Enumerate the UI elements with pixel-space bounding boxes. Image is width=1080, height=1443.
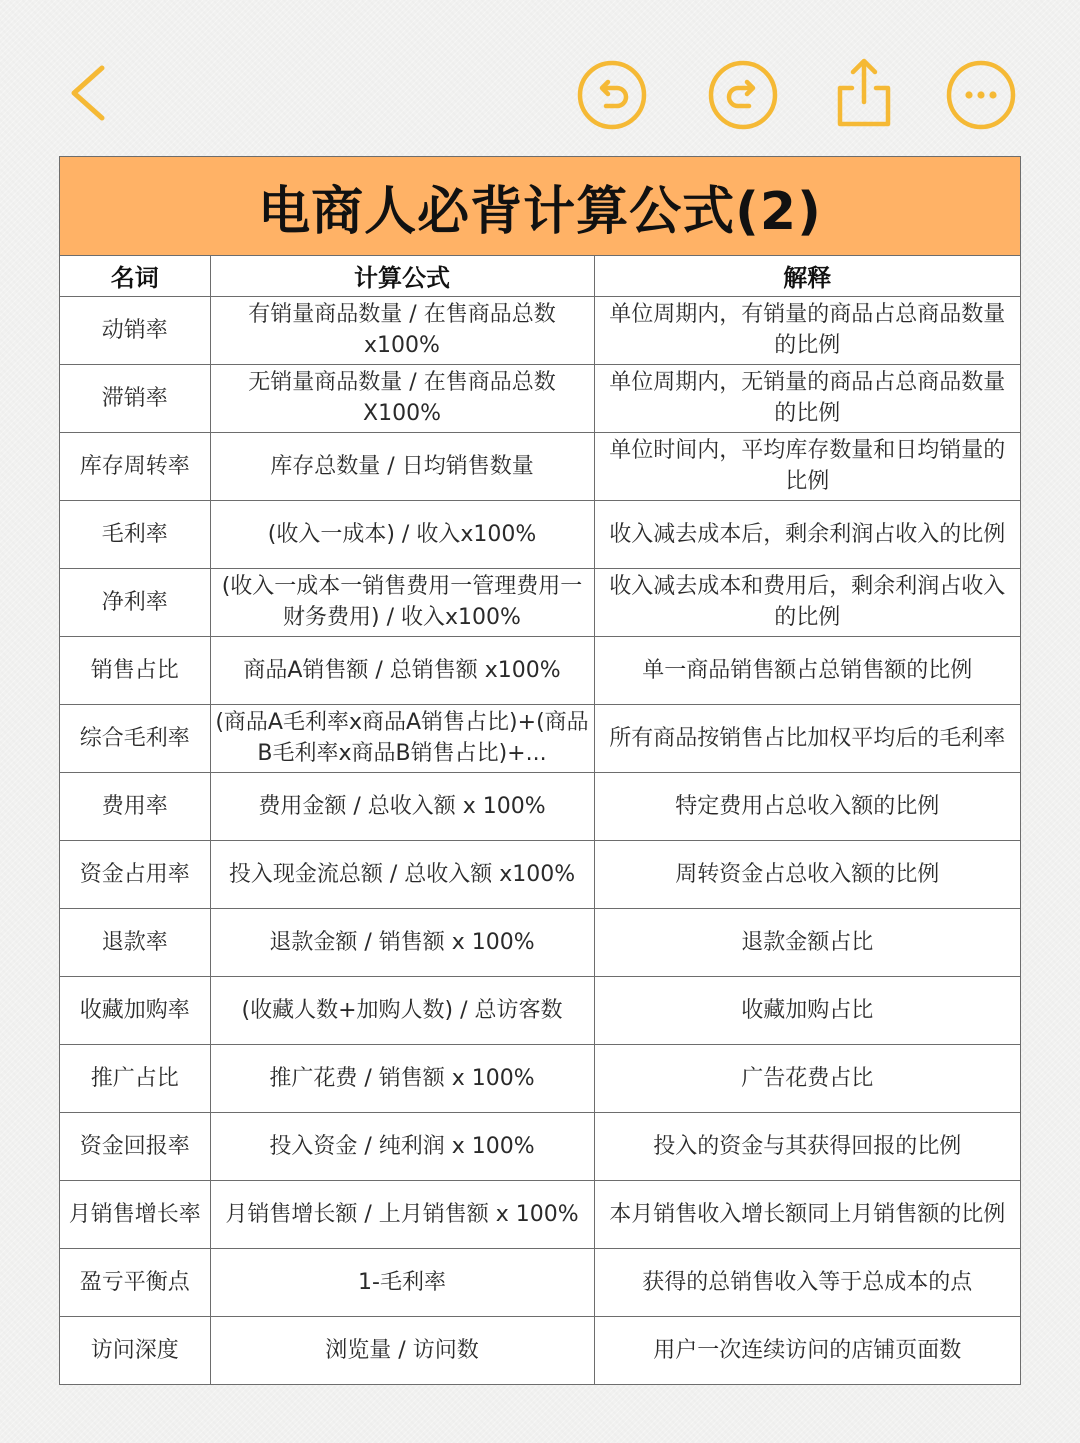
formula-cell: 浏览量 / 访问数: [210, 1316, 594, 1384]
term-cell: 资金回报率: [60, 1112, 210, 1180]
header-explanation: 解释: [594, 256, 1020, 296]
formula-cell: 费用金额 / 总收入额 x 100%: [210, 772, 594, 840]
header-term: 名词: [60, 256, 210, 296]
explanation-cell: 单位周期内，无销量的商品占总商品数量的比例: [594, 364, 1020, 432]
explanation-cell: 投入的资金与其获得回报的比例: [594, 1112, 1020, 1180]
formula-cell: (收入一成本一销售费用一管理费用一财务费用) / 收入x100%: [210, 568, 594, 636]
term-cell: 退款率: [60, 908, 210, 976]
table-row: [60, 772, 1020, 840]
term-cell: 访问深度: [60, 1316, 210, 1384]
more-button[interactable]: [944, 58, 1018, 132]
term-cell: 月销售增长率: [60, 1180, 210, 1248]
formula-cell: 退款金额 / 销售额 x 100%: [210, 908, 594, 976]
page-title: 电商人必背计算公式(2): [258, 181, 822, 242]
formula-cell: 商品A销售额 / 总销售额 x100%: [210, 636, 594, 704]
title-banner: [60, 157, 1020, 256]
table-row: [60, 432, 1020, 500]
redo-button[interactable]: [706, 58, 780, 132]
term-cell: 销售占比: [60, 636, 210, 704]
term-cell: 推广占比: [60, 1044, 210, 1112]
explanation-cell: 收入减去成本后，剩余利润占收入的比例: [594, 500, 1020, 568]
table-row: [60, 568, 1020, 636]
explanation-cell: 退款金额占比: [594, 908, 1020, 976]
explanation-cell: 收入减去成本和费用后，剩余利润占收入的比例: [594, 568, 1020, 636]
table-row: [60, 1044, 1020, 1112]
term-cell: 收藏加购率: [60, 976, 210, 1044]
explanation-cell: 单位周期内，有销量的商品占总商品数量的比例: [594, 296, 1020, 364]
term-cell: 综合毛利率: [60, 704, 210, 772]
formula-cell: 月销售增长额 / 上月销售额 x 100%: [210, 1180, 594, 1248]
redo-icon: [706, 58, 780, 132]
formula-cell: (收入一成本) / 收入x100%: [210, 500, 594, 568]
table-row: [60, 636, 1020, 704]
back-button[interactable]: [62, 60, 122, 126]
share-button[interactable]: [830, 52, 898, 132]
explanation-cell: 单一商品销售额占总销售额的比例: [594, 636, 1020, 704]
explanation-cell: 收藏加购占比: [594, 976, 1020, 1044]
explanation-cell: 单位时间内，平均库存数量和日均销量的比例: [594, 432, 1020, 500]
formula-cell: 有销量商品数量 / 在售商品总数 x100%: [210, 296, 594, 364]
top-toolbar: [0, 0, 1080, 150]
explanation-cell: 本月销售收入增长额同上月销售额的比例: [594, 1180, 1020, 1248]
undo-icon: [575, 58, 649, 132]
term-cell: 毛利率: [60, 500, 210, 568]
table-header-row: [60, 256, 1020, 296]
table-row: [60, 704, 1020, 772]
explanation-cell: 获得的总销售收入等于总成本的点: [594, 1248, 1020, 1316]
table-row: [60, 364, 1020, 432]
formula-cell: 库存总数量 / 日均销售数量: [210, 432, 594, 500]
header-formula: 计算公式: [210, 256, 594, 296]
explanation-cell: 广告花费占比: [594, 1044, 1020, 1112]
formula-cell: (商品A毛利率x商品A销售占比)+(商品B毛利率x商品B销售占比)+...: [210, 704, 594, 772]
formula-cell: 投入现金流总额 / 总收入额 x100%: [210, 840, 594, 908]
table-row: [60, 1180, 1020, 1248]
term-cell: 滞销率: [60, 364, 210, 432]
chevron-left-icon: [62, 60, 122, 126]
table-row: [60, 500, 1020, 568]
explanation-cell: 周转资金占总收入额的比例: [594, 840, 1020, 908]
explanation-cell: 特定费用占总收入额的比例: [594, 772, 1020, 840]
table-row: [60, 1316, 1020, 1384]
table-row: [60, 1248, 1020, 1316]
share-icon: [830, 52, 898, 132]
table-row: [60, 840, 1020, 908]
formula-cell: 无销量商品数量 / 在售商品总数 X100%: [210, 364, 594, 432]
more-horizontal-icon: [944, 58, 1018, 132]
term-cell: 净利率: [60, 568, 210, 636]
formula-cell: 推广花费 / 销售额 x 100%: [210, 1044, 594, 1112]
explanation-cell: 所有商品按销售占比加权平均后的毛利率: [594, 704, 1020, 772]
table-row: [60, 976, 1020, 1044]
term-cell: 费用率: [60, 772, 210, 840]
term-cell: 动销率: [60, 296, 210, 364]
formula-cell: 投入资金 / 纯利润 x 100%: [210, 1112, 594, 1180]
explanation-cell: 用户一次连续访问的店铺页面数: [594, 1316, 1020, 1384]
term-cell: 盈亏平衡点: [60, 1248, 210, 1316]
term-cell: 库存周转率: [60, 432, 210, 500]
formula-cell: (收藏人数+加购人数) / 总访客数: [210, 976, 594, 1044]
table-row: [60, 296, 1020, 364]
formula-table: [60, 256, 1020, 1384]
formula-cell: 1-毛利率: [210, 1248, 594, 1316]
table-row: [60, 908, 1020, 976]
term-cell: 资金占用率: [60, 840, 210, 908]
formula-sheet: [59, 156, 1021, 1385]
table-row: [60, 1112, 1020, 1180]
undo-button[interactable]: [575, 58, 649, 132]
